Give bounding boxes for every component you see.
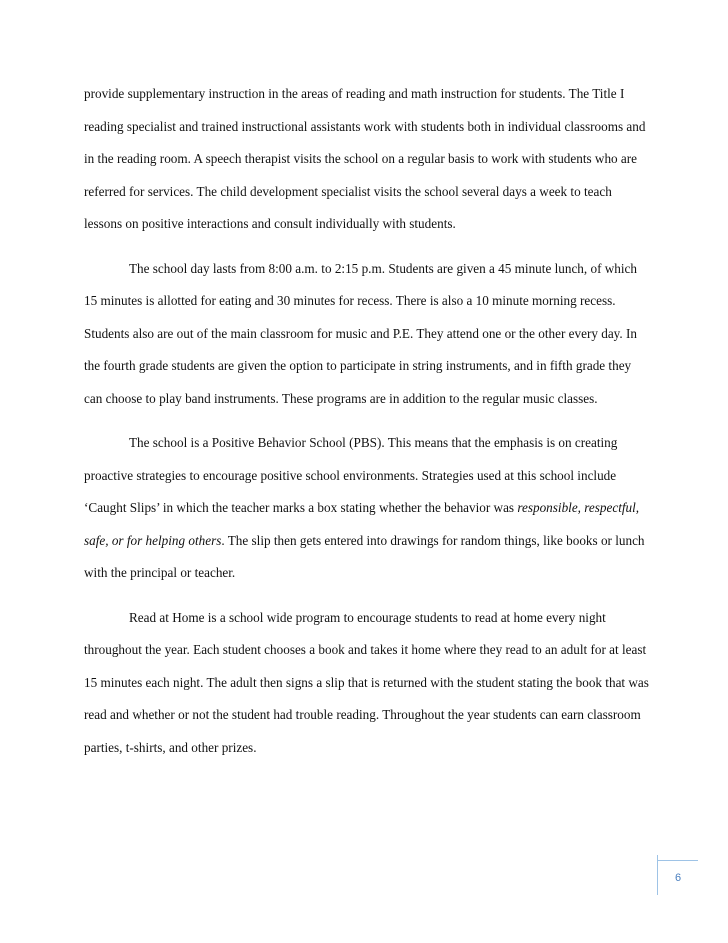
paragraph-school-day: The school day lasts from 8:00 a.m. to 2:15 p.m. Students are given a 45 minute lunch, of which 15 minutes is allotted for eating and 30 minutes for recess. There is also a 10 minute morning recess. Students also are out of the main classroom for music and P.E. They attend one or the other every day. In the fourth grade students are given the option to participate in string instruments, and in fifth grade they can choose to play band instruments. These programs are in addition to the regular music classes. (84, 260, 637, 406)
paragraph-pbs (84, 427, 652, 590)
page-number: 6 (657, 860, 698, 895)
body-text (84, 78, 652, 764)
paragraph-support-staff: provide supplementary instruction in the areas of reading and math instruction for students. The Title I reading specialist and trained instructional assistants work with students both in individual classrooms and in the reading room. A speech therapist visits the school on a regular basis to work with students who are referred for services. The child development specialist visits the school several days a week to teach lessons on positive interactions and consult individually with students. (84, 86, 646, 231)
pbs-text-end: . The slip then gets entered into drawings for random things, like books or lunch with the principal or teacher. (84, 532, 645, 580)
pbs-text-start: The school is a Positive Behavior School (PBS). This means that the emphasis is on creating proactive strategies to encourage positive school environments. Strategies used at this school include ‘Caught Slips’ in which the teacher marks a box stating whether the behavior was (84, 435, 618, 515)
pbs-italic-phrase: responsible, respectful, safe, or for helping others (84, 500, 640, 548)
paragraph-read-at-home: Read at Home is a school wide program to encourage students to read at home every night throughout the year. Each student chooses a book and takes it home where they read to an adult for at least 15 minutes each night. The adult then signs a slip that is returned with the student stating the book that was read and whether or not the student had trouble reading. Throughout the year students can earn classroom parties, t-shirts, and other prizes. (84, 609, 649, 755)
